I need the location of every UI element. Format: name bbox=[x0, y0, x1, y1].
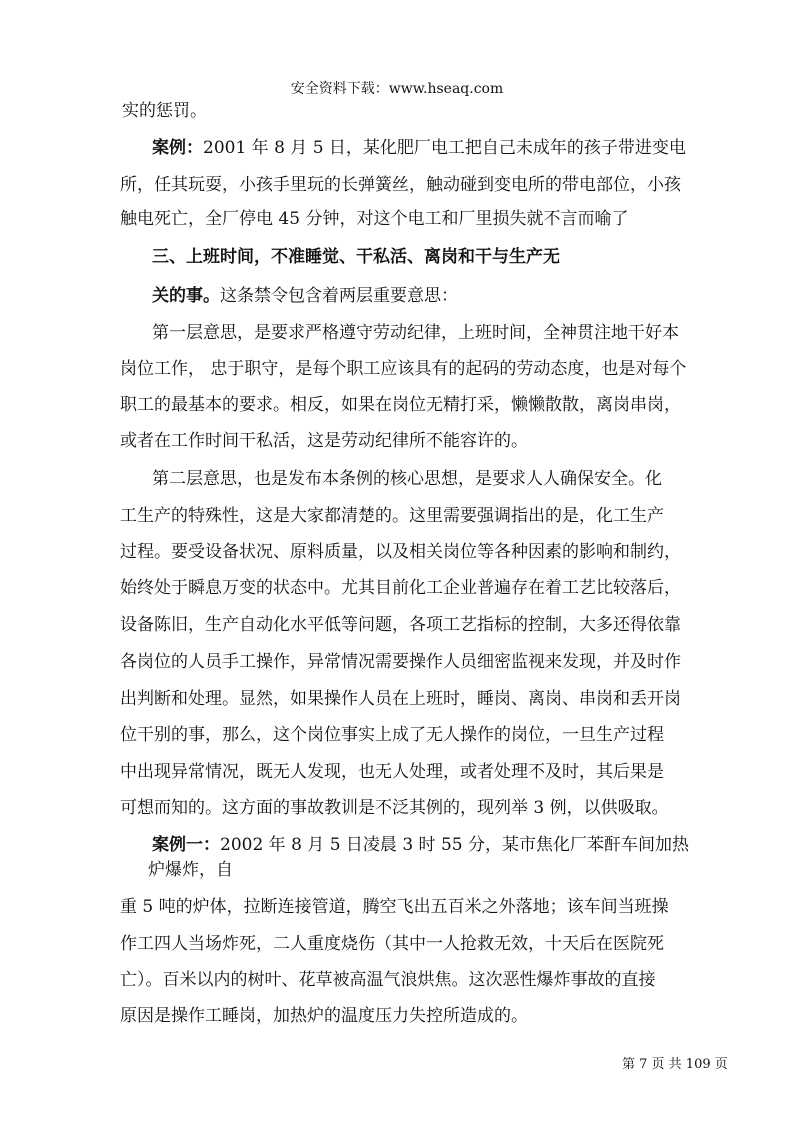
paragraph-line: 位干别的事，那么，这个岗位事实上成了无人操作的岗位，一旦生产过程 bbox=[120, 725, 664, 745]
case-line bbox=[152, 834, 689, 856]
case-label: 案例： bbox=[152, 138, 203, 158]
paragraph-line: 设备陈旧，生产自动化水平低等问题，各项工艺指标的控制，大多还得依靠 bbox=[120, 615, 681, 635]
paragraph-line: 触电死亡，全厂停电 45 分钟，对这个电工和厂里损失就不言而喻了 bbox=[120, 209, 629, 229]
paragraph-line: 作工四人当场炸死，二人重度烧伤（其中一人抢救无效，十天后在医院死 bbox=[120, 934, 664, 954]
paragraph-line: 实的惩罚。 bbox=[122, 101, 207, 121]
section-heading: 三、上班时间，不准睡觉、干私活、离岗和干与生产无 bbox=[152, 247, 560, 267]
case-line bbox=[152, 137, 686, 159]
paragraph-line: 始终处于瞬息万变的状态中。尤其目前化工企业普遍存在着工艺比较落后， bbox=[120, 578, 681, 598]
case-text: 2002 年 8 月 5 日凌晨 3 时 55 分，某市焦化厂苯酐车间加热 bbox=[220, 835, 689, 855]
paragraph-line: 或者在工作时间干私活，这是劳动纪律所不能容许的。 bbox=[120, 431, 528, 451]
paragraph-line: 所，任其玩耍，小孩手里玩的长弹簧丝，触动碰到变电所的带电部位，小孩 bbox=[120, 175, 681, 195]
heading-text: 这条禁令包含着两层重要意思： bbox=[220, 286, 458, 306]
heading-tail: 关的事。 bbox=[152, 286, 220, 306]
paragraph-line: 炉爆炸，自 bbox=[148, 860, 233, 880]
paragraph-line: 第一层意思，是要求严格遵守劳动纪律，上班时间，全神贯注地干好本 bbox=[152, 323, 679, 343]
case-label: 案例一： bbox=[152, 835, 220, 855]
paragraph-line: 岗位工作， 忠于职守，是每个职工应该具有的起码的劳动态度，也是对每个 bbox=[120, 359, 687, 379]
paragraph-line: 过程。要受设备状况、原料质量，以及相关岗位等各种因素的影响和制约， bbox=[120, 542, 681, 562]
page-header: 安全资料下载：www.hseaq.com bbox=[290, 81, 504, 97]
paragraph-line: 各岗位的人员手工操作，异常情况需要操作人员细密监视来发现，并及时作 bbox=[120, 652, 681, 672]
paragraph-line: 职工的最基本的要求。相反，如果在岗位无精打采，懒懒散散，离岗串岗， bbox=[120, 395, 681, 415]
paragraph-line: 第二层意思，也是发布本条例的核心思想，是要求人人确保安全。化 bbox=[152, 469, 662, 489]
paragraph-line: 重 5 吨的炉体，拉断连接管道，腾空飞出五百米之外落地；该车间当班操 bbox=[120, 897, 669, 917]
paragraph-line: 可想而知的。这方面的事故教训是不泛其例的，现列举 3 例，以供吸取。 bbox=[120, 798, 669, 818]
case-text: 2001 年 8 月 5 日，某化肥厂电工把自己未成年的孩子带进变电 bbox=[203, 138, 686, 158]
section-heading-cont bbox=[152, 285, 458, 307]
paragraph-line: 工生产的特殊性，这是大家都清楚的。这里需要强调指出的是，化工生产 bbox=[120, 506, 664, 526]
paragraph-line: 原因是操作工睡岗，加热炉的温度压力失控所造成的。 bbox=[120, 1006, 528, 1026]
page-number: 第 7 页 共 109 页 bbox=[622, 1057, 728, 1072]
paragraph-line: 出判断和处理。显然，如果操作人员在上班时，睡岗、离岗、串岗和丢开岗 bbox=[120, 689, 681, 709]
paragraph-line: 中出现异常情况，既无人发现，也无人处理，或者处理不及时，其后果是 bbox=[120, 762, 664, 782]
paragraph-line: 亡）。百米以内的树叶、花草被高温气浪烘焦。这次恶性爆炸事故的直接 bbox=[120, 970, 656, 990]
